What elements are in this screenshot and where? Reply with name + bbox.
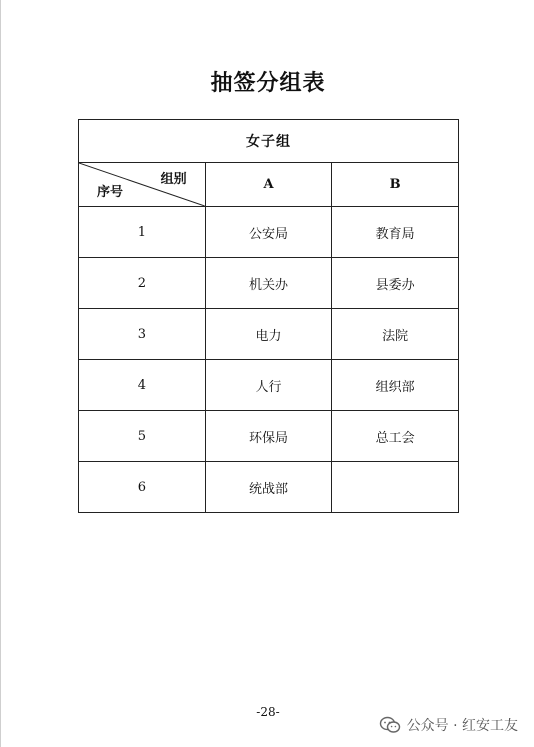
row-number: 1 [79,207,206,258]
header-group-label: 组别 [160,172,187,187]
table-row [79,309,459,360]
table-row [79,258,459,309]
group-a-cell: 机关办 [205,258,332,309]
header-number-label: 序号 [97,185,124,200]
group-a-cell: 统战部 [205,462,332,513]
group-a-cell: 电力 [205,309,332,360]
row-number: 4 [79,360,206,411]
row-number: 6 [79,462,206,513]
watermark [379,715,518,735]
group-b-cell: 组织部 [332,360,459,411]
group-b-cell: 县委办 [332,258,459,309]
table-row [79,462,459,513]
row-number: 5 [79,411,206,462]
group-b-cell: 总工会 [332,411,459,462]
row-number: 2 [79,258,206,309]
group-b-cell: 教育局 [332,207,459,258]
diagonal-header-cell [79,163,206,207]
header-col-b: B [332,163,459,207]
table-row [79,207,459,258]
row-number: 3 [79,309,206,360]
grouping-table [78,119,459,513]
group-a-cell: 人行 [205,360,332,411]
header-col-a: A [205,163,332,207]
table-caption: 女子组 [79,120,459,163]
page-number: -28- [256,705,280,719]
wechat-icon [379,716,401,734]
header-row [79,163,459,207]
watermark-text: 公众号 · 红安工友 [406,718,518,734]
table-row [79,360,459,411]
table-row [79,411,459,462]
caption-row [79,120,459,163]
document-title: 抽签分组表 [210,70,326,96]
group-a-cell: 环保局 [205,411,332,462]
group-a-cell: 公安局 [205,207,332,258]
group-b-cell [332,462,459,513]
group-b-cell: 法院 [332,309,459,360]
